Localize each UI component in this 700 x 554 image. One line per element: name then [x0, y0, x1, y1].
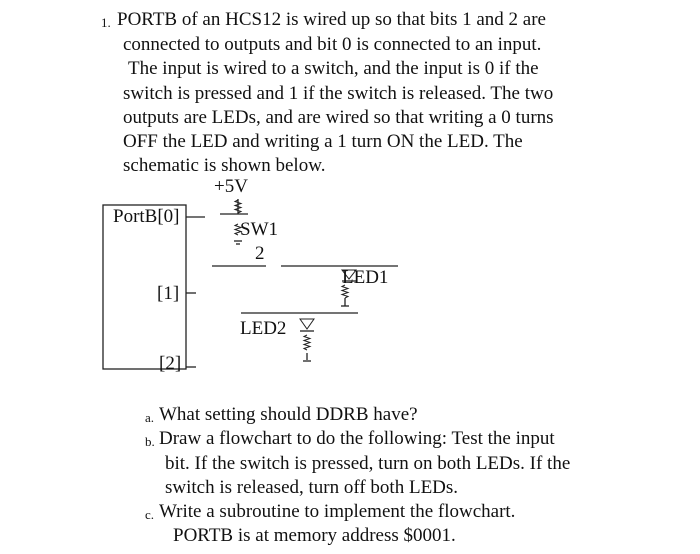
led2-resistor-icon: [304, 335, 310, 350]
question-a-marker: a.: [145, 410, 155, 425]
problem-line-2: connected to outputs and bit 0 is connected to an input.: [123, 34, 542, 55]
question-b-marker: b.: [145, 434, 155, 449]
question-c-line-2: PORTB is at memory address $0001.: [173, 525, 456, 546]
question-b-line-1: Draw a flowchart to do the following: Test the input: [159, 428, 555, 449]
problem-line-3: The input is wired to a switch, and the input is 0 if the: [128, 58, 539, 79]
problem-line-4: switch is pressed and 1 if the switch is released. The two: [123, 83, 554, 104]
question-b-line-3: switch is released, turn off both LEDs.: [165, 477, 459, 498]
led2-label: LED2: [240, 318, 287, 339]
problem-line-1: PORTB of an HCS12 is wired up so that bits 1 and 2 are: [117, 9, 546, 30]
problem-line-6: OFF the LED and writing a 1 turn ON the LED. The: [123, 131, 523, 152]
question-b-line-2: bit. If the switch is pressed, turn on both LEDs. If the: [165, 453, 571, 474]
portb0-label: PortB[0]: [113, 206, 180, 227]
question-a-line-1: What setting should DDRB have?: [159, 404, 418, 425]
problem-number: 1.: [101, 15, 111, 30]
problem-line-5: outputs are LEDs, and are wired so that writing a 0 turns: [123, 107, 554, 128]
led2-icon: [300, 319, 314, 329]
led1-label: LED1: [342, 267, 389, 288]
portb1-label: [1]: [157, 283, 180, 304]
supply-label: +5V: [214, 176, 248, 197]
switch-pin-label: 2: [255, 243, 265, 264]
question-c-line-1: Write a subroutine to implement the flowchart.: [159, 501, 516, 522]
question-c-marker: c.: [145, 507, 155, 522]
switch-label: SW1: [240, 219, 278, 240]
portb2-label: [2]: [159, 353, 182, 374]
problem-line-7: schematic is shown below.: [123, 155, 326, 176]
